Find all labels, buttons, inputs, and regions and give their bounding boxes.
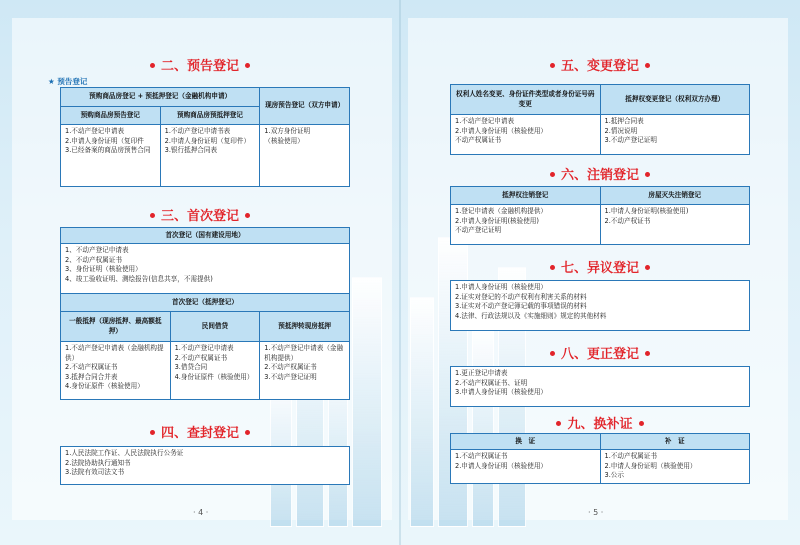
section-title-correction-registration: 八、更正登记 [400,343,800,362]
table-header: 民间借贷 [170,312,260,342]
table-header: 抵押权注销登记 [451,187,601,205]
correction-registration-table [450,366,750,407]
section-title-cancellation-registration: 六、注销登记 [400,164,800,183]
table-cell: 1.不动产登记申请表 2.不动产权属证书 3.借贷合同 4.身份证原件（核验使用） [170,342,260,400]
table-header: 预抵押转现房抵押 [260,312,350,342]
table-cell: 1.人民法院工作证、人民法院执行公务证 2.法院协助执行通知书 3.法院有效司法文书 [61,447,350,485]
table-cell: 1.不动产登记申请表 2.申请人身份证明（复印件 3.已经备案的商品房预售合同 [61,125,161,187]
section-title-seizure-registration: 四、查封登记 [0,422,400,441]
table-header: 首次登记（抵押登记） [61,294,350,312]
table-header: 换 证 [451,434,601,450]
section-title-certificate-replacement: 九、换补证 [400,413,800,432]
table-cell: 1.不动产登记申请表（金融机构提供） 2.不动产权属证书 3.抵押合同合并表 4.身份证原件（核验使用） [61,342,171,400]
objection-registration-table [450,280,750,331]
certificate-replacement-table [450,433,750,484]
page-number: · 5 · [588,508,604,517]
section-title-first-registration: 三、首次登记 [0,205,400,224]
table-cell: 1.申请人身份证明（核验使用） 2.证实对登记的不动产权利有利害关系的材料 3.证实对不动产登记簿记载的事项错误的材料 4.法律、行政法规以及《实施细则》规定的其他材料 [451,281,750,331]
table-header: 现房预告登记（双方申请） [260,88,350,125]
first-registration-table [60,227,350,400]
table-cell: 1.申请人身份证明(核验使用) 2.不动产权证书 [600,205,750,245]
table-header: 预购商品房预抵押登记 [160,107,260,125]
table-cell: 1、不动产登记申请表 2、不动产权属证书 3、身份证明（核验使用） 4、竣工验收证明、测绘报告(信息共享，不需提供) [61,244,350,294]
change-registration-table [450,84,750,155]
preregistration-star-label: ★ 预告登记 [48,77,88,86]
table-header: 一般抵押（现房抵押、最高额抵押） [61,312,171,342]
table-header: 补 证 [600,434,750,450]
table-cell: 1.双方身份证明 （核验使用） [260,125,350,187]
section-title-change-registration: 五、变更登记 [400,55,800,74]
table-cell: 1.不动产权属证书 2.申请人身份证明（核验使用） 3.公示 [600,450,750,484]
page-number: · 4 · [193,508,209,517]
right-page [400,0,800,545]
table-header: 权利人姓名变更、身份证件类型或者身份证号码变更 [451,85,601,115]
cancellation-registration-table [450,186,750,245]
table-cell: 1.不动产登记申请表（金融机构提供） 2.不动产权属证书 3.不动产登记证明 [260,342,350,400]
table-header: 首次登记（国有建设用地） [61,228,350,244]
section-title-preregistration: 二、预告登记 [0,55,400,74]
table-cell: 1.不动产登记申请书表 2.申请人身份证明（复印件） 3.银行抵押合同表 [160,125,260,187]
table-header: 预购商品房预告登记 [61,107,161,125]
section-title-objection-registration: 七、异议登记 [400,257,800,276]
table-header: 预购商品房登记 + 预抵押登记（金融机构申请） [61,88,260,107]
table-cell: 1.登记申请表（金融机构提供） 2.申请人身份证明(核验使用) 不动产登记证明 [451,205,601,245]
table-header: 抵押权变更登记（权利双方办理） [600,85,750,115]
seizure-registration-table [60,446,350,485]
table-cell: 1.不动产权属证书 2.申请人身份证明（核验使用） [451,450,601,484]
preregistration-table [60,87,350,187]
table-cell: 1.抵押合同表 2.情况说明 3.不动产登记证明 [600,115,750,155]
table-cell: 1.不动产登记申请表 2.申请人身份证明（核验使用） 不动产权属证书 [451,115,601,155]
table-header: 房屋灭失注销登记 [600,187,750,205]
table-cell: 1.更正登记申请表 2.不动产权属证书、证明 3.申请人身份证明（核验使用） [451,367,750,407]
